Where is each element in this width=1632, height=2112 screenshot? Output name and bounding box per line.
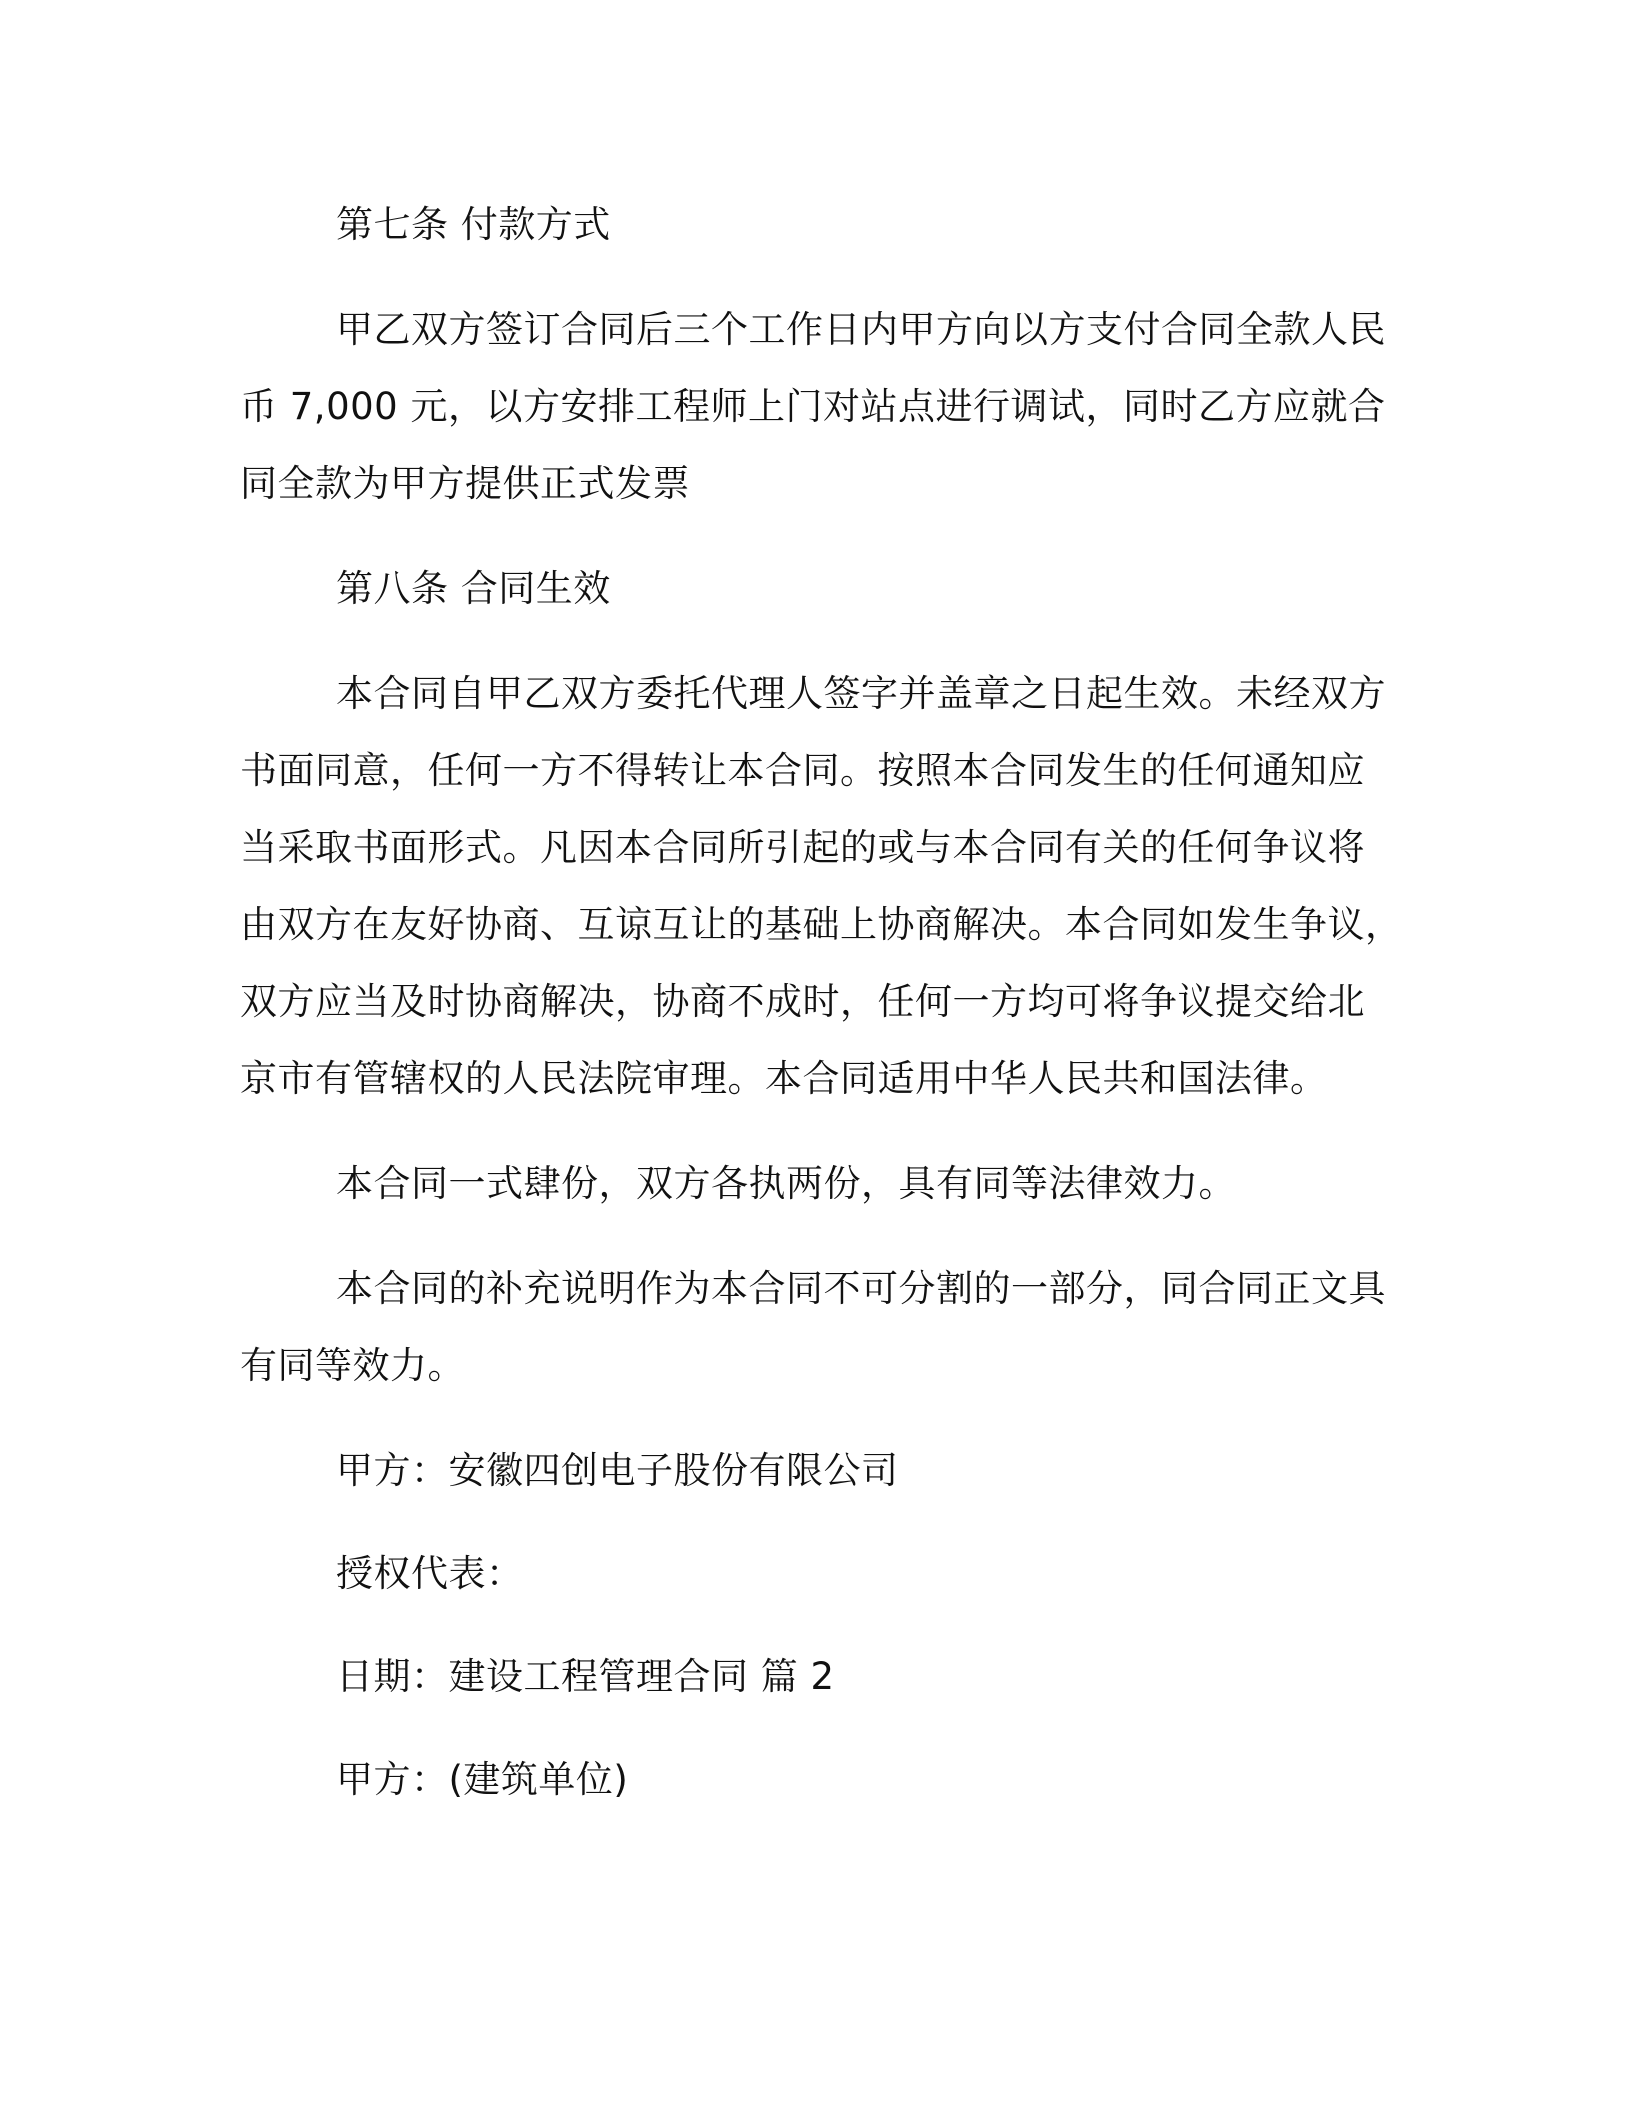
article-7-heading: 第七条 付款方式 bbox=[336, 203, 611, 246]
paragraph-line: 由双方在友好协商、互谅互让的基础上协商解决。本合同如发生争议， bbox=[240, 903, 1403, 946]
paragraph-line: 当采取书面形式。凡因本合同所引起的或与本合同有关的任何争议将 bbox=[240, 826, 1365, 869]
document-body bbox=[240, 186, 1403, 1818]
authorized-representative-line: 授权代表： bbox=[336, 1552, 524, 1595]
article-8-heading: 第八条 合同生效 bbox=[336, 567, 611, 610]
paragraph-line: 书面同意，任何一方不得转让本合同。按照本合同发生的任何通知应 bbox=[240, 749, 1365, 792]
party-a-construction-unit-line: 甲方：(建筑单位) bbox=[336, 1758, 629, 1801]
paragraph-line: 有同等效力。 bbox=[240, 1344, 465, 1387]
paragraph-line: 甲乙双方签订合同后三个工作日内甲方向以方支付合同全款人民 bbox=[336, 308, 1386, 351]
paragraph-line: 币 7,000 元，以方安排工程师上门对站点进行调试，同时乙方应就合 bbox=[240, 385, 1386, 428]
date-line: 日期：建设工程管理合同 篇 2 bbox=[336, 1655, 835, 1698]
paragraph-line: 本合同自甲乙双方委托代理人签字并盖章之日起生效。未经双方 bbox=[336, 672, 1386, 715]
copies-clause: 本合同一式肆份，双方各执两份，具有同等法律效力。 bbox=[336, 1162, 1236, 1205]
supplement-paragraph bbox=[240, 1250, 1388, 1404]
paragraph-line: 本合同的补充说明作为本合同不可分割的一部分，同合同正文具 bbox=[336, 1267, 1386, 1310]
party-a-line: 甲方：安徽四创电子股份有限公司 bbox=[336, 1449, 899, 1492]
paragraph-line: 京市有管辖权的人民法院审理。本合同适用中华人民共和国法律。 bbox=[240, 1057, 1328, 1100]
paragraph-line: 同全款为甲方提供正式发票 bbox=[240, 462, 690, 505]
paragraph-line: 双方应当及时协商解决，协商不成时，任何一方均可将争议提交给北 bbox=[240, 980, 1365, 1023]
article-7-paragraph bbox=[240, 291, 1388, 522]
article-8-paragraph bbox=[240, 655, 1403, 1117]
